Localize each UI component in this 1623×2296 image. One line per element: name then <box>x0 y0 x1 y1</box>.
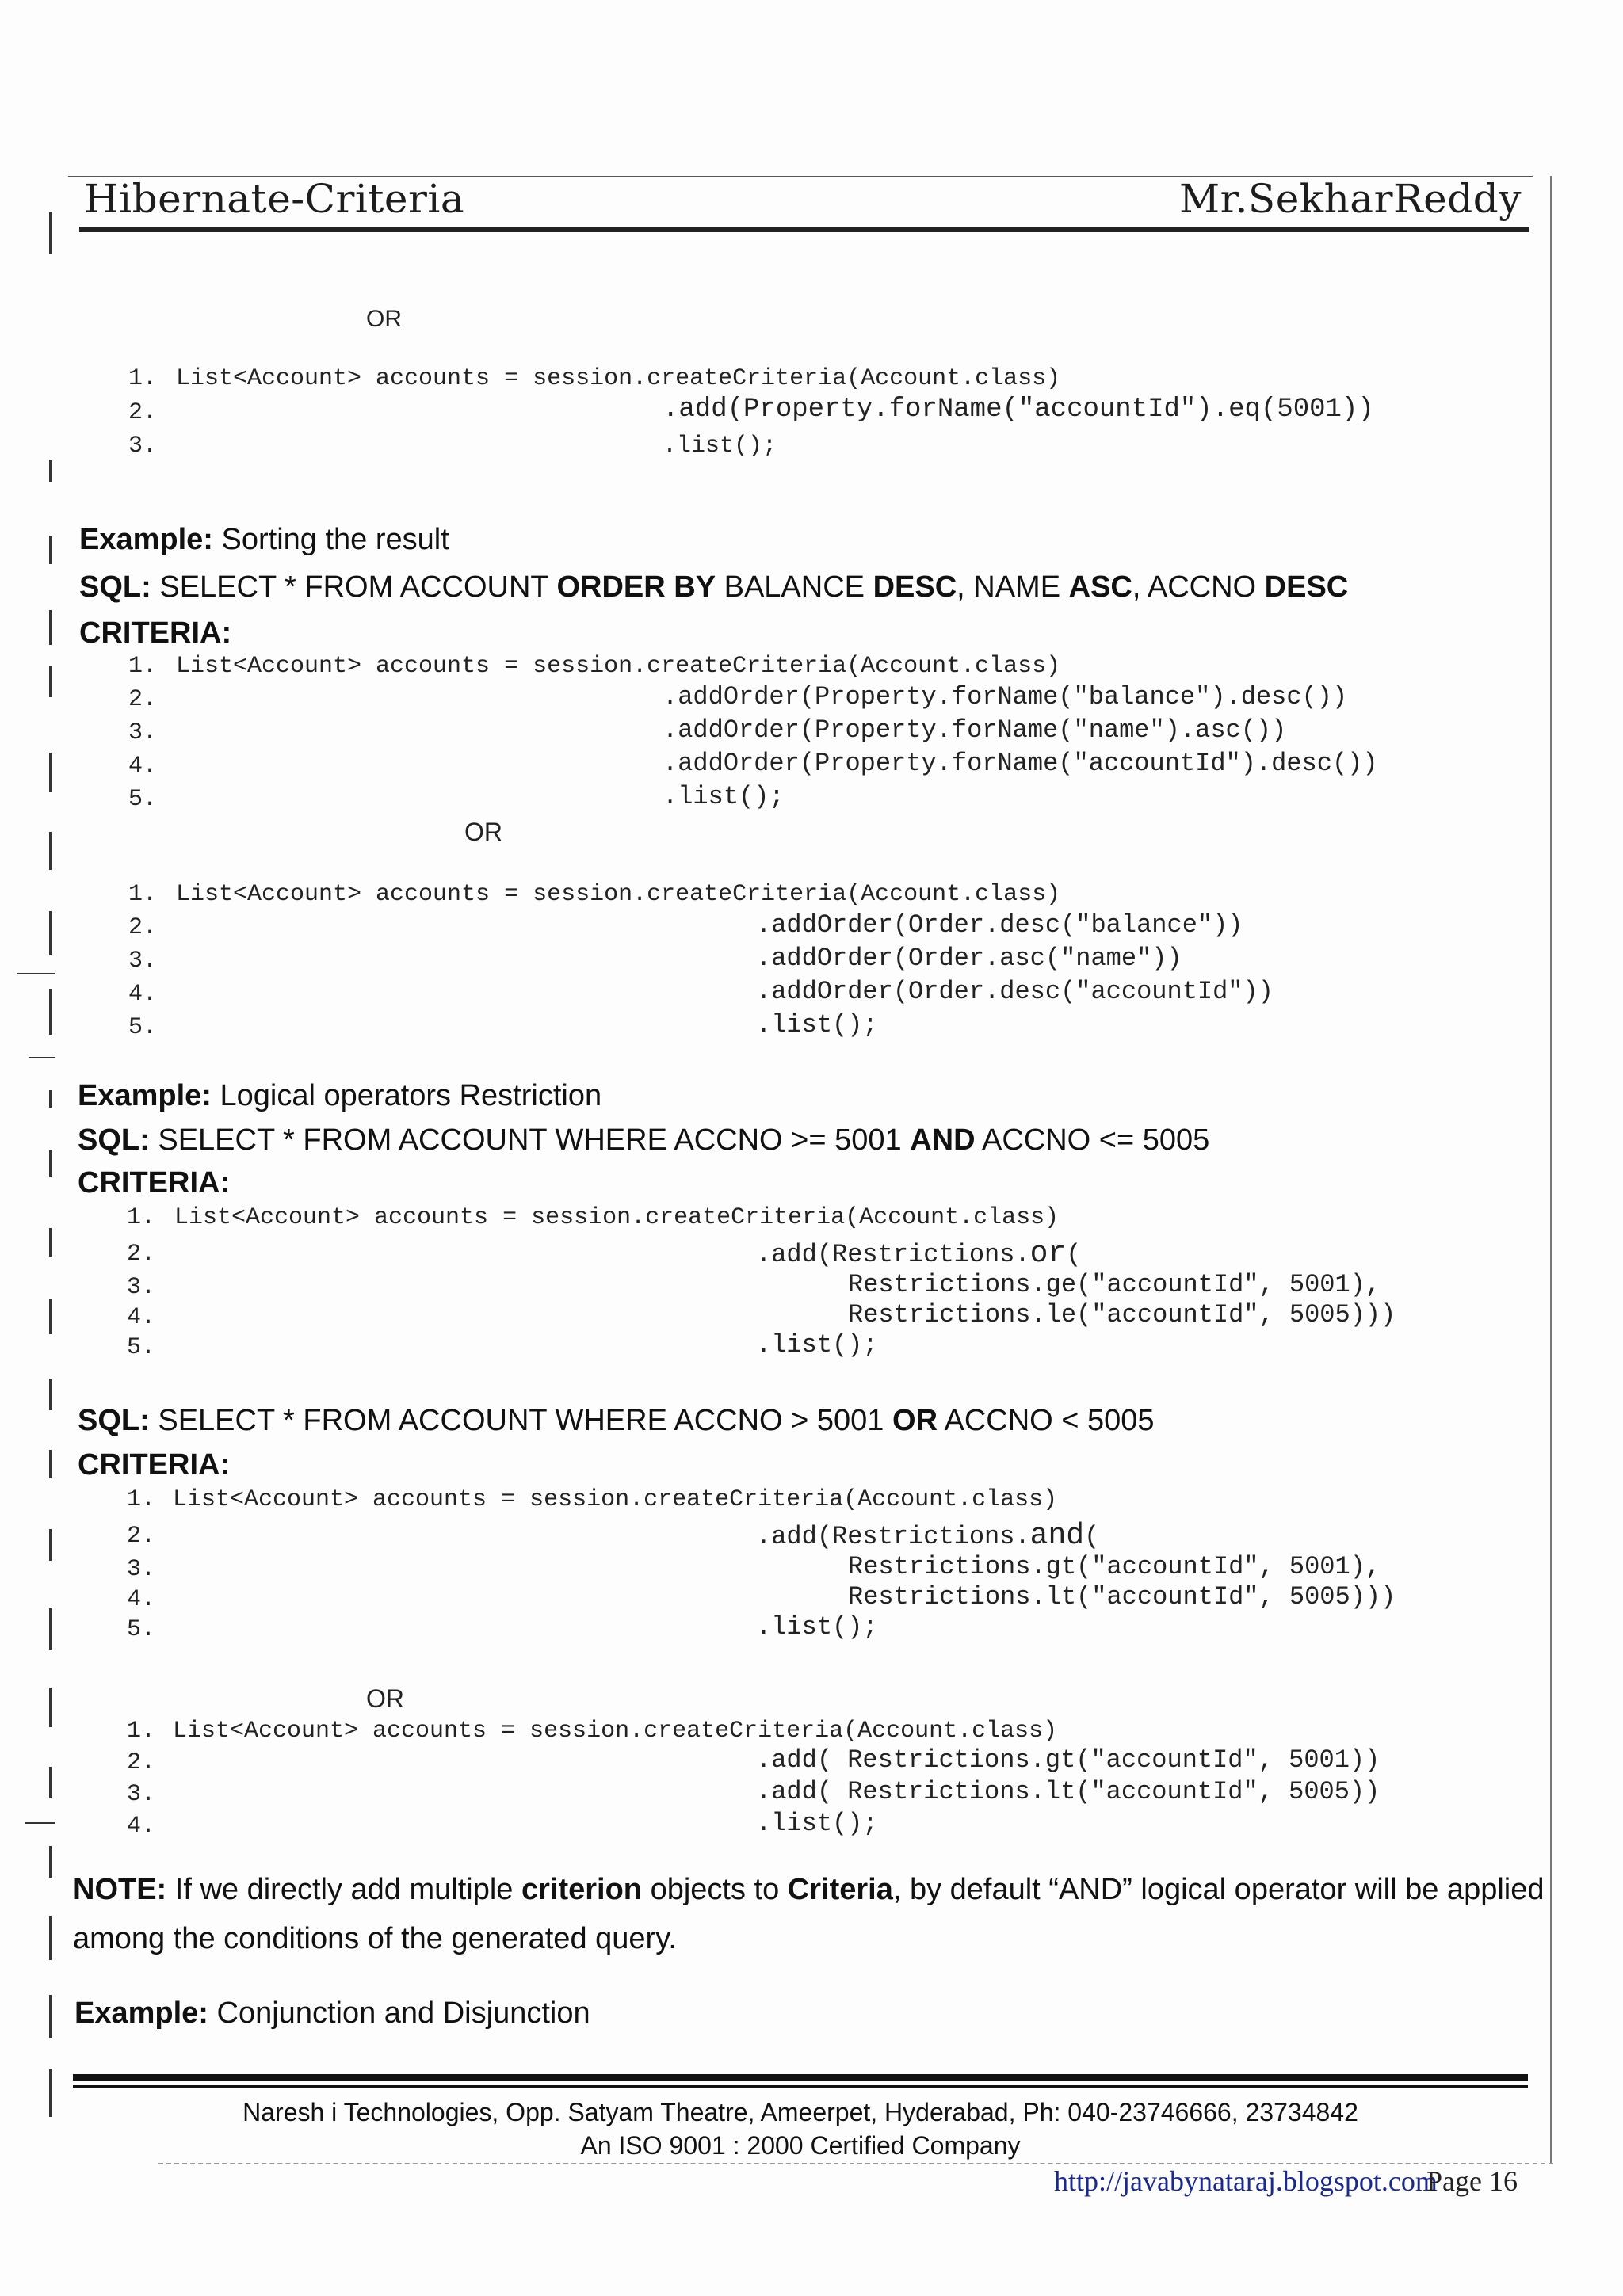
code-line: Restrictions.ge("accountId", 5001), <box>848 1270 1381 1299</box>
margin-mark <box>49 1846 52 1878</box>
code-line-number: 2. <box>128 399 158 426</box>
margin-mark <box>49 2069 52 2117</box>
code-line-number: 4. <box>127 1586 156 1613</box>
code-line: .list(); <box>663 433 777 460</box>
footer-rule <box>73 2085 1528 2088</box>
code-line: Restrictions.lt("accountId", 5005))) <box>848 1582 1396 1611</box>
code-line-number: 3. <box>127 1274 156 1301</box>
margin-mark <box>49 1529 52 1561</box>
code-line: .list(); <box>756 1612 878 1642</box>
code-line: .add(Property.forName("accountId").eq(5001)) <box>663 395 1374 425</box>
sql-statement-and: SQL: SELECT * FROM ACCOUNT WHERE ACCNO >= 5001 AND ACCNO <= 5005 <box>78 1123 1210 1157</box>
code-line: .list(); <box>756 1809 878 1838</box>
code-line: List<Account> accounts = session.createCriteria(Account.class) <box>173 1718 1058 1745</box>
footer-certification: An ISO 9001 : 2000 Certified Company <box>580 2131 1021 2160</box>
code-line-number: 5. <box>128 1014 158 1041</box>
code-line-number: 4. <box>128 981 158 1008</box>
margin-mark <box>49 1379 52 1410</box>
code-line-number: 2. <box>127 1241 156 1268</box>
footer-address: Naresh i Technologies, Opp. Satyam Theatre, Ameerpet, Hyderabad, Ph: 040-23746666, 23734842 <box>242 2098 1358 2126</box>
margin-mark <box>49 1608 52 1650</box>
note-paragraph: NOTE: If we directly add multiple criterion objects to Criteria, by default “AND” logical operator will be applied among the conditions of the generated query. <box>73 1873 1545 1955</box>
sql-statement-or: SQL: SELECT * FROM ACCOUNT WHERE ACCNO > 5001 OR ACCNO < 5005 <box>78 1404 1155 1437</box>
blog-url-link[interactable]: http://javabynataraj.blogspot.com <box>1054 2165 1438 2197</box>
header-rule <box>79 227 1529 232</box>
code-line: .add( Restrictions.gt("accountId", 5001)) <box>756 1745 1381 1775</box>
code-line-number: 2. <box>127 1749 156 1776</box>
example-heading-logical: Example: Logical operators Restriction <box>78 1079 602 1112</box>
code-line-number: 4. <box>128 753 158 780</box>
code-line-number: 2. <box>127 1523 156 1550</box>
code-line: Restrictions.gt("accountId", 5001), <box>848 1552 1381 1581</box>
code-line: .add(Restrictions.and( <box>756 1519 1100 1553</box>
code-line-number: 5. <box>127 1616 156 1643</box>
margin-mark <box>49 212 52 254</box>
doc-title: Hibernate-Criteria <box>84 176 465 222</box>
code-line: .add( Restrictions.lt("accountId", 5005)) <box>756 1777 1381 1806</box>
code-line: .addOrder(Property.forName("name").asc()) <box>663 715 1287 745</box>
code-line: .addOrder(Order.desc("balance")) <box>756 910 1243 940</box>
code-line: .list(); <box>663 782 785 811</box>
criteria-label: CRITERIA: <box>78 1448 231 1482</box>
margin-mark <box>49 1450 52 1478</box>
margin-mark <box>49 1228 52 1257</box>
criteria-label: CRITERIA: <box>78 1166 231 1199</box>
margin-mark <box>49 610 52 645</box>
code-line-number: 1. <box>128 881 158 908</box>
code-line-number: 1. <box>127 1718 156 1745</box>
code-line-number: 1. <box>128 653 158 680</box>
code-line: Restrictions.le("accountId", 5005))) <box>848 1300 1396 1329</box>
code-line-number: 5. <box>127 1334 156 1361</box>
margin-mark <box>49 1916 52 1960</box>
margin-mark <box>49 1090 52 1108</box>
code-line: .list(); <box>756 1330 878 1360</box>
code-line: List<Account> accounts = session.createCriteria(Account.class) <box>173 1486 1058 1513</box>
margin-mark <box>49 536 52 564</box>
code-line-number: 2. <box>128 914 158 941</box>
margin-mark <box>49 1150 52 1177</box>
code-line-number: 1. <box>127 1204 156 1231</box>
footer-rule <box>73 2074 1528 2081</box>
margin-mark <box>49 666 52 697</box>
code-line-number: 1. <box>128 365 158 392</box>
code-line: List<Account> accounts = session.createCriteria(Account.class) <box>176 653 1061 680</box>
author-name: Mr.SekharReddy <box>1178 176 1522 222</box>
page-number: Page 16 <box>1426 2165 1518 2197</box>
code-line-number: 1. <box>127 1486 156 1513</box>
code-line-number: 4. <box>127 1304 156 1331</box>
code-line-number: 5. <box>128 786 158 813</box>
code-line-number: 3. <box>128 948 158 974</box>
margin-mark <box>49 832 52 870</box>
example-heading-sorting: Example: Sorting the result <box>79 523 449 556</box>
code-line: List<Account> accounts = session.createCriteria(Account.class) <box>176 881 1061 908</box>
code-line: .add(Restrictions.or( <box>756 1237 1082 1271</box>
code-line: .addOrder(Order.desc("accountId")) <box>756 977 1274 1006</box>
code-line-number: 3. <box>128 433 158 460</box>
margin-mark <box>49 1299 52 1334</box>
example-heading-conjunction: Example: Conjunction and Disjunction <box>74 1997 590 2030</box>
code-line: .list(); <box>756 1010 878 1039</box>
margin-mark <box>49 1995 52 2038</box>
criteria-label: CRITERIA: <box>79 616 232 650</box>
margin-dash <box>25 1822 55 1824</box>
or-separator: OR <box>464 818 502 846</box>
code-line: .addOrder(Order.asc("name")) <box>756 944 1182 973</box>
margin-mark <box>49 911 52 955</box>
code-line: .addOrder(Property.forName("balance").desc()) <box>663 682 1348 711</box>
margin-dash <box>17 973 55 974</box>
code-line: List<Account> accounts = session.createCriteria(Account.class) <box>176 365 1061 392</box>
code-line-number: 4. <box>127 1813 156 1840</box>
sql-statement-sorting: SQL: SELECT * FROM ACCOUNT ORDER BY BALANCE DESC, NAME ASC, ACCNO DESC <box>79 570 1349 604</box>
margin-mark <box>49 989 52 1035</box>
code-line: List<Account> accounts = session.createCriteria(Account.class) <box>174 1204 1060 1231</box>
code-line-number: 3. <box>127 1781 156 1808</box>
code-line-number: 2. <box>128 686 158 713</box>
margin-mark <box>49 753 52 792</box>
code-line-number: 3. <box>127 1556 156 1583</box>
or-separator: OR <box>366 1684 404 1713</box>
code-line-number: 3. <box>128 719 158 746</box>
margin-dash <box>29 1057 55 1058</box>
margin-mark <box>49 1688 52 1727</box>
or-separator: OR <box>366 306 402 332</box>
margin-mark <box>49 1767 52 1798</box>
margin-mark <box>49 460 52 482</box>
code-line: .addOrder(Property.forName("accountId").desc()) <box>663 749 1378 778</box>
